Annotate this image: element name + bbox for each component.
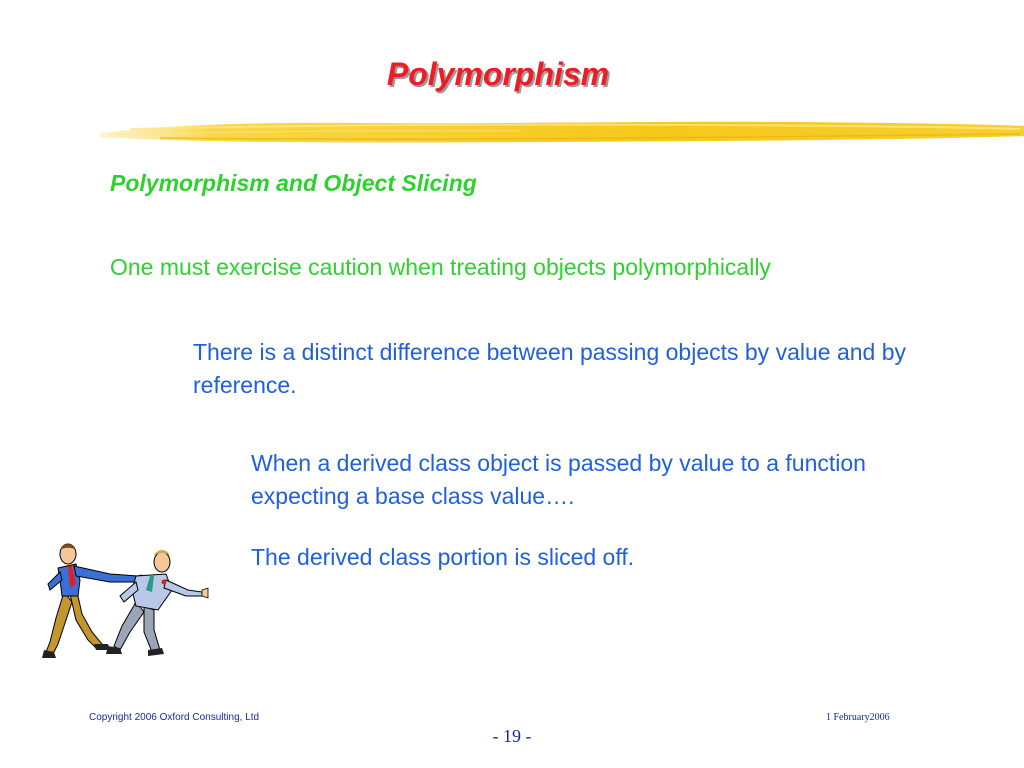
- highlighter-stroke: [100, 114, 1024, 150]
- footer-date: 1 February2006: [826, 712, 890, 723]
- page-number: - 19 -: [492, 726, 532, 746]
- footer-copyright: Copyright 2006 Oxford Consulting, Ltd: [89, 712, 260, 723]
- slide-subtitle: Polymorphism and Object Slicing: [110, 170, 477, 196]
- bullet-level1: One must exercise caution when treating objects polymorphically: [110, 254, 771, 280]
- left-man-figure: [42, 544, 145, 658]
- bullet-level3-first: When a derived class object is passed by value to a function expecting a base class value….: [251, 450, 866, 509]
- bullet-level2: There is a distinct difference between passing objects by value and by reference.: [193, 339, 906, 398]
- two-men-tugging-clipart: [40, 540, 210, 660]
- right-man-figure: [106, 550, 208, 656]
- bullet-level3-second: The derived class portion is sliced off.: [251, 544, 635, 570]
- slide-title: Polymorphism: [386, 56, 610, 92]
